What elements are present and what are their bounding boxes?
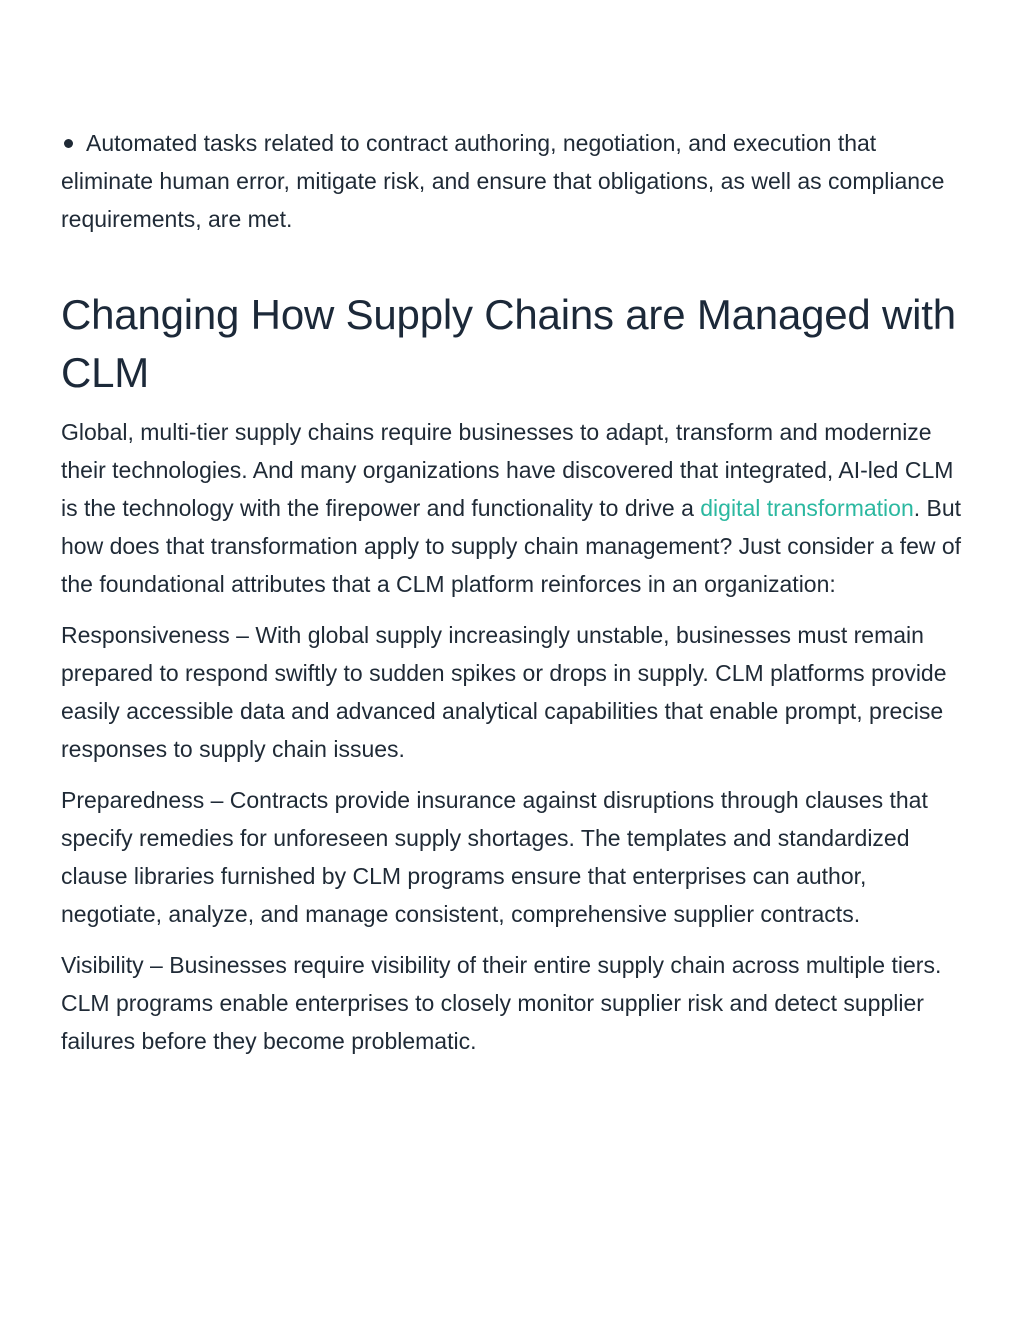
intro-text-after-link: . But how does that transformation apply to supply chain management? Just consider a few of the foundational attributes that a CLM platform reinforces in an organization: [61, 495, 962, 597]
bullet-dot-icon [64, 139, 73, 148]
visibility-paragraph [61, 946, 966, 1060]
intro-text-before-link: Global, multi-tier supply chains require businesses to adapt, transform and modernize their technologies. And many organizations have discovered that integrated, AI-led CLM is the technology with the firepower and functionality to drive a [61, 419, 954, 521]
document-page [61, 124, 966, 1060]
responsiveness-paragraph: Responsiveness – With global supply increasingly unstable, businesses must remain prepared to respond swiftly to sudden spikes or drops in supply. CLM platforms provide easily accessible data and advanced analytical capabilities that enable prompt, precise responses to supply chain issues. [61, 622, 947, 762]
bullet-item-text: Automated tasks related to contract authoring, negotiation, and execution that eliminate human error, mitigate risk, and ensure that obligations, as well as compliance requirements, are met. [61, 130, 945, 232]
section-heading: Changing How Supply Chains are Managed with CLM [61, 291, 956, 396]
intro-paragraph [61, 413, 966, 603]
bullet-item [61, 124, 966, 238]
visibility-line-2: CLM programs enable enterprises to closely monitor supplier risk and detect supplier failures before they become problematic. [61, 990, 924, 1054]
preparedness-paragraph: Preparedness – Contracts provide insurance against disruptions through clauses that specify remedies for unforeseen supply shortages. The templates and standardized clause libraries furnished by CLM programs ensure that enterprises can author, negotiate, analyze, and manage consistent, comprehensive supplier contracts. [61, 787, 928, 927]
digital-transformation-link[interactable]: digital transformation [700, 495, 914, 521]
visibility-line-1: Visibility – Businesses require visibility of their entire supply chain across multiple tiers. [61, 952, 942, 978]
